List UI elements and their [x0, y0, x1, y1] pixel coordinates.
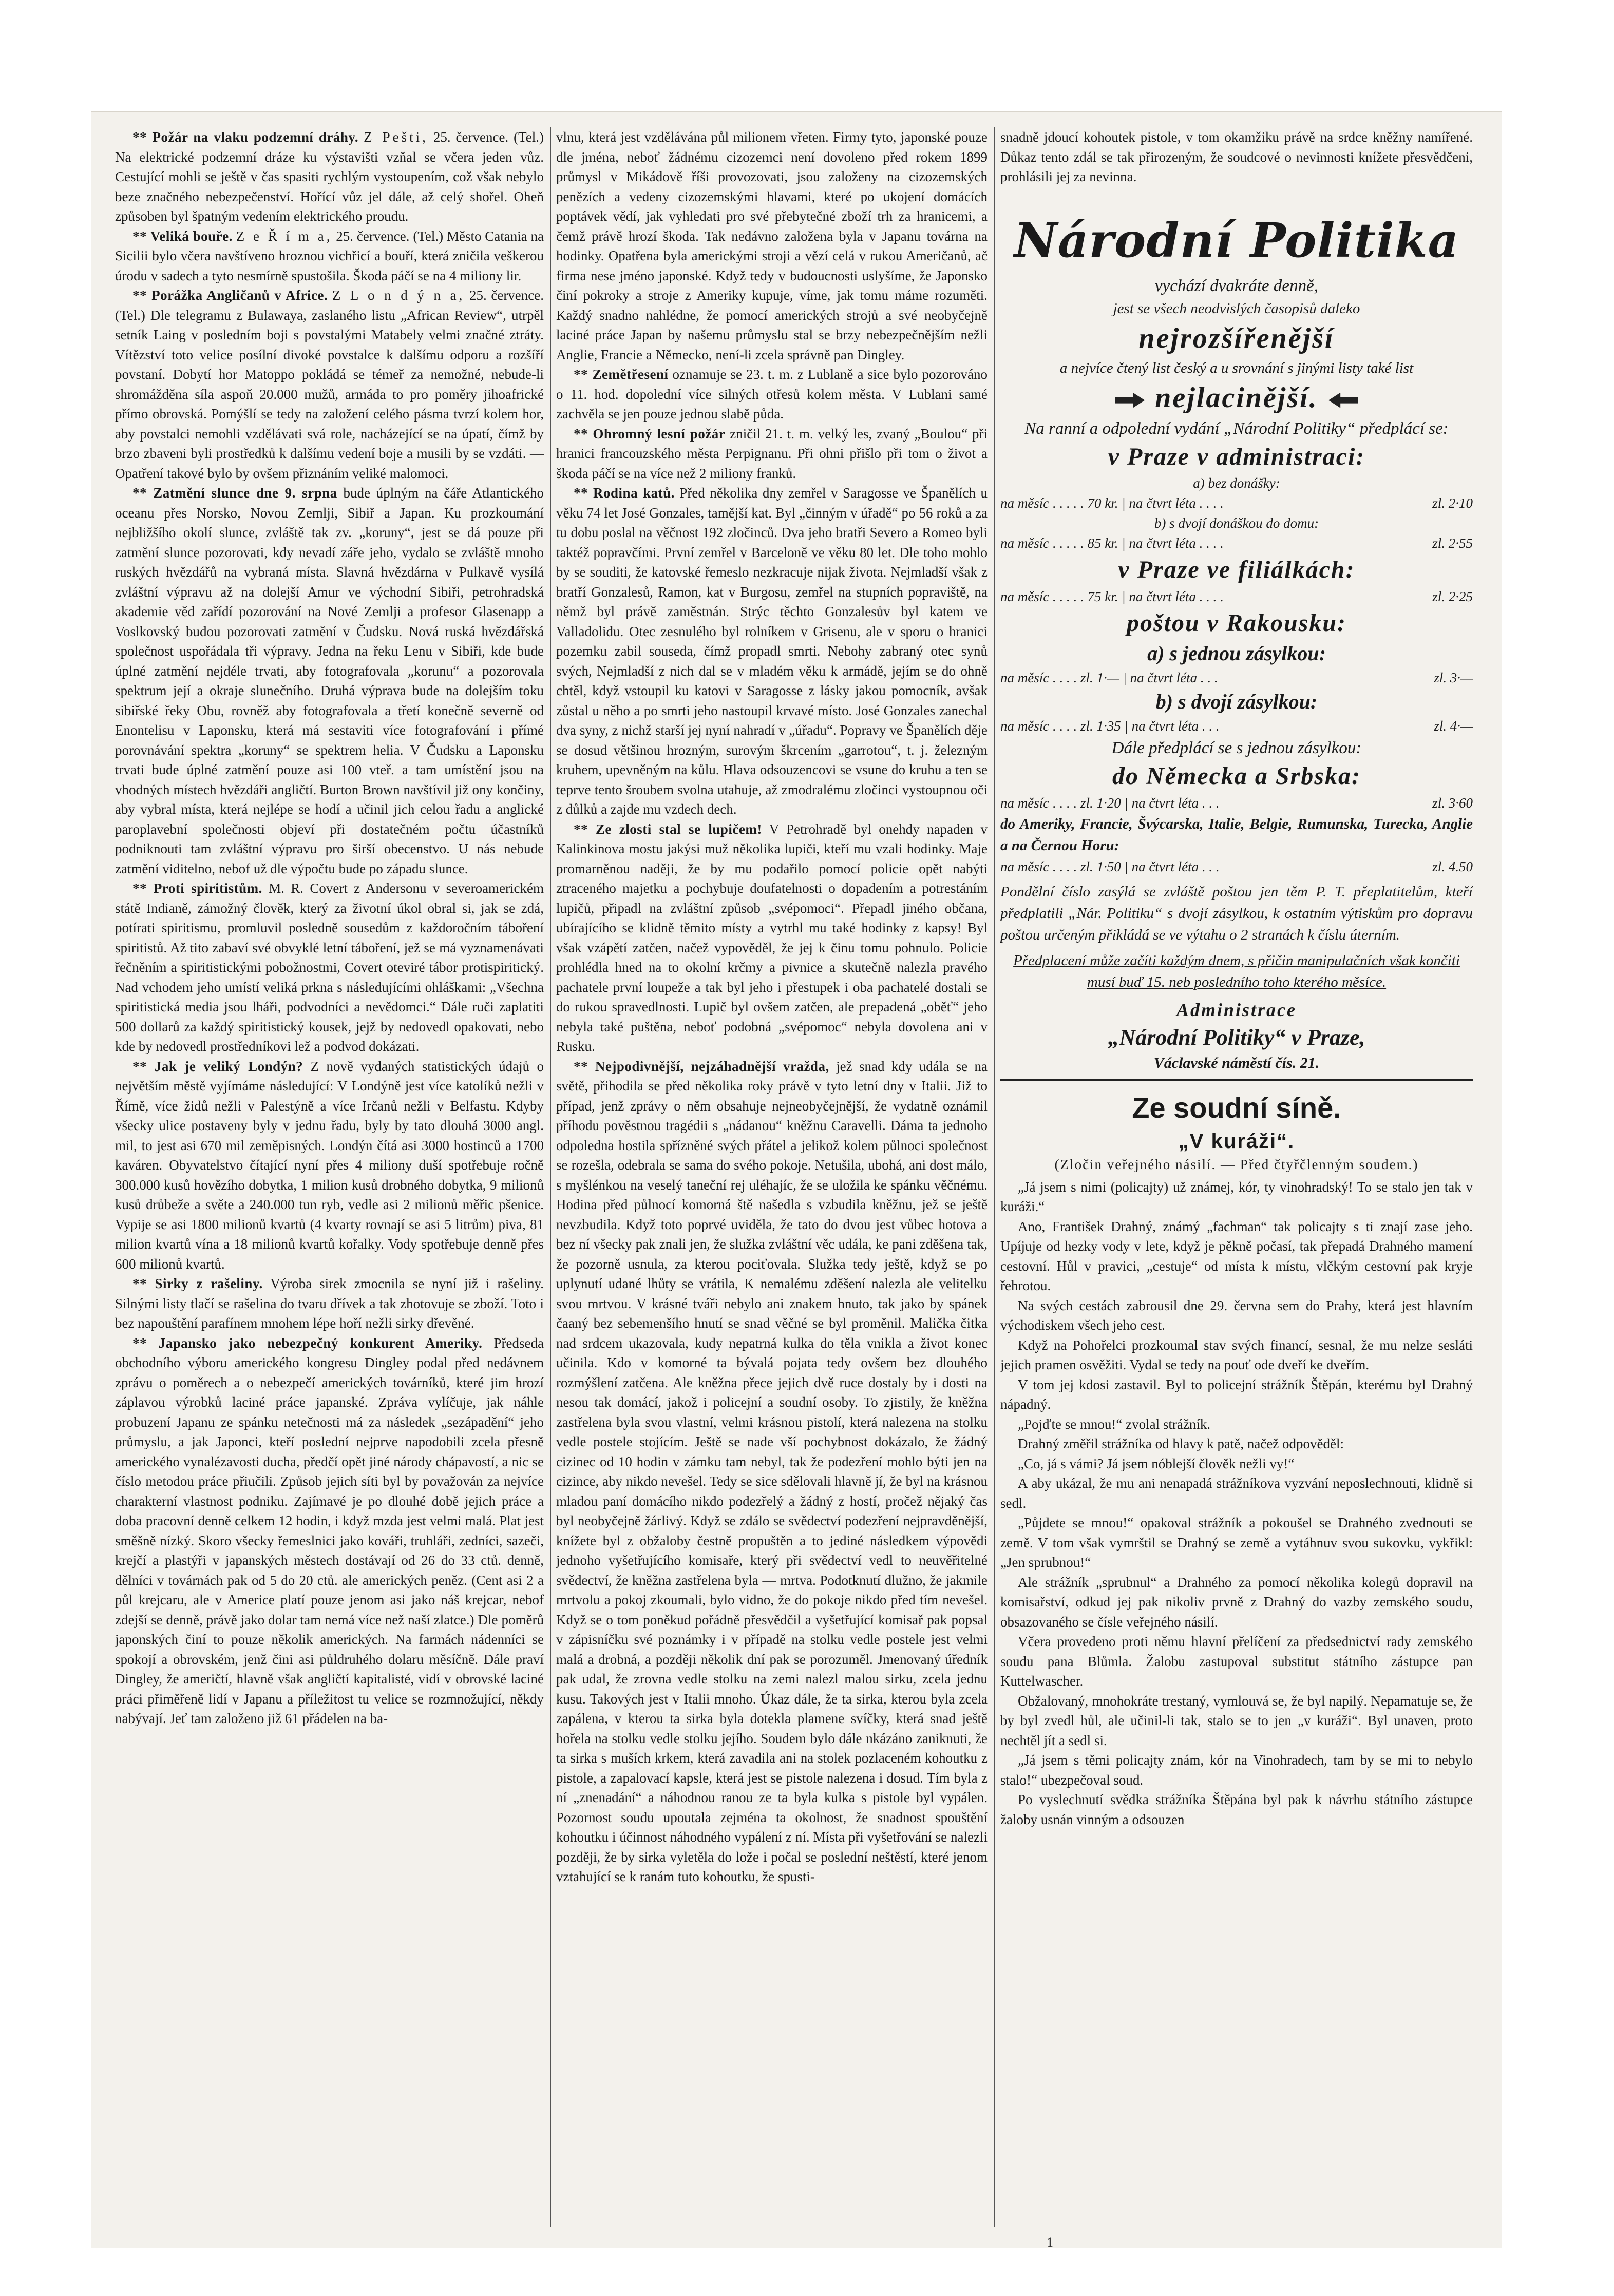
news-item: ** Zatmění slunce dne 9. srpna bude úplným na čáře Atlantického oceanu přes Norsko, Novou Zemlji, Sibiř a Japan. Ku prozkoumání nejbližšího okolí slunce, zvláště tak zv. „koruny“, jest se dá pouze při zatmění slunce pozorovati, kdy nevadí záře jeho, vydalo se zvláště mnoho ruských hvězdářů na vybraná místa. Slavná hvězdárna v Pulkavě vysílá zvláštní výpravu až na dolejší Amur ve východní Sibiři, petrohradská akademie věd zařídí pozorování na Nové Zemlji a profesor Glasenapp a Voslkovský budou pozorovati zatmění v Čudsku. Nová ruská hvězdářská společnost uspořádala tři výpravy. Jedna na řeku Lenu v Sibiři, kde bude úplné zatmění nejdéle trvati, aby fotografovala „korunu“ a pozorovala spektrum její a okraje slunečního. Druhá výprava bude na dolejším toku sibiřské řeky Obu, rovněž aby fotografovala a třetí konečně severně od Enontelisu v Laponsku, která má sestaviti více fotografování i přímé porovnávání spektra „koruny“ se spektrem helia. V Čudsku a Laponsku trvati bude úplné zatmění pouze asi 100 vteř. a tam umístění jsou na vhodných místech hvězdáři angličtí. Burton Brown navštívil již ony končiny, aby vybral místa, která nejlépe se hodí a učinil jich celou řadu a anglické paroplavební společnosti objeví při dostatečném počtu účastníků podniknouti tam zvláštní výpravu pro širší obecenstvo. U nás nebude zatmění viditelno, nebof už dle výpočtu bude po západu slunce. — [115, 485, 544, 876]
price-row: na měsíc . . . . zl. 1·— | na čtvrt léta . . . zl. 3·— — [1000, 669, 1473, 685]
story-paragraph: Po vyslechnutí svědka strážníka Štěpána byl pak k návrhu státního zástupce žaloby usnán vinným a odsouzen — [1000, 1792, 1473, 1827]
news-item: ** Veliká bouře. Z e Ř í m a, 25. července. (Tel.) Město Catania na Sicilii bylo včera navštíveno hroznou vichřicí a bouří, která zničila veškerou úrodu v sadech a tyto nesmírně spustošila. Škoda páčí se na 4 miliony lir. — [115, 228, 544, 283]
column-rule — [994, 127, 995, 2227]
pointing-hand-icon — [1115, 393, 1145, 408]
ad-line: Dále předplácí se s jednou zásylkou: — [1111, 738, 1362, 757]
story-paragraph: Když na Pohořelci prozkoumal stav svých financí, sesnal, že mu nelze sesláti jejich pramen osvěžiti. Vydal se tedy na pouť ode dveří ke dveřím. — [1000, 1337, 1473, 1372]
ad-line: do Ameriky, Francie, Švýcarska, Italie, Belgie, Rumunska, Turecka, Anglie a na Černou Horu: — [1000, 815, 1473, 854]
price-row: na měsíc . . . . . 85 kr. | na čtvrt léta . . . . zl. 2·55 — [1000, 535, 1473, 551]
price-row: na měsíc . . . . zl. 1·35 | na čtvrt léta . . . zl. 4·— — [1000, 718, 1473, 734]
news-item-continued: snadně jdoucí kohoutek pistole, v tom okamžiku právě na srdce kněžny namířené. Důkaz tento zdál se tak přirozeným, že soudcové o nevinnosti knížete přesvědčeni, prohlásili jej za nevinna. — [1000, 129, 1473, 184]
ad-line: jest se všech neodvislých časopisů daleko — [1113, 300, 1360, 317]
ad-subsection: a) s jednou zásylkou: — [1147, 641, 1326, 665]
news-item: ** Zemětřesení oznamuje se 23. t. m. z Lublaně a sice bylo pozorováno o 11. hod. dopolední více silných otřesů kolem města. V Lublani samé zachvěla se jen pouze jednou slabě půda. — [556, 367, 988, 422]
ad-headline: nejlacinější. — [1000, 379, 1473, 417]
ad-note: Pondělní číslo zasýlá se zvláště poštou jen těm P. T. přeplatitelům, kteří předplatili „Nár. Politiku“ s dvojí zásylkou, k ostatním výtiskům pro dopravu poštou určeným přikládá se ve výtahu o 2 stranách k číslu úterním. — [1000, 883, 1473, 943]
ad-subsection: b) s dvojí zásylkou: — [1155, 690, 1318, 713]
story-paragraph: „Co, já s vámi? Já jsem nóblejší člověk nežli vy!“ — [1018, 1456, 1295, 1471]
ad-line: Na ranní a odpolední vydání „Národní Politiky“ předplácí se: — [1024, 419, 1449, 438]
news-item: ** Proti spiritistům. M. R. Covert z Andersonu v severoamerickém státě Indianě, zámožný člověk, který za životní úkol obral si, jak se zdá, potírati spiritismu, promluvil posledně sousedům z každoročním táboření spiritistů. Až tito zabaví své obvyklé letní táboření, jež se má vyznamenávati řečněním a spiritistickými pobožnostmi, Covert oteviré tábor protispiritický. Nad vchodem jeho umístí veliká prkna s následujícími ohláškami: „Všechna spiritistická media jsou lháři, podvodníci a nevědomci.“ Dále ruči zaplatiti 500 dollarů za každý spiritistický kousek, jejž by nedovedl opakovati, nebo kde by nedovedl prostředníkovi lež a podvod dokázati. — [115, 881, 544, 1054]
admin-heading: „Národní Politiky“ v Praze, — [1108, 1024, 1365, 1050]
story-subtitle: (Zločin veřejného násilí. — Před čtyřčlenným soudem.) — [1054, 1156, 1419, 1172]
page-folio-mark: 1 — [1047, 2235, 1053, 2250]
price-row: na měsíc . . . . . 75 kr. | na čtvrt léta . . . . zl. 2·25 — [1000, 588, 1473, 604]
ad-line: a nejvíce čtený list český a u srovnání s jinými listy také list — [1059, 359, 1414, 376]
price-row: na měsíc . . . . zl. 1·50 | na čtvrt léta . . . zl. 4.50 — [1000, 858, 1473, 874]
ad-section-title: poštou v Rakousku: — [1126, 609, 1347, 637]
ad-section-title: do Německa a Srbska: — [1112, 762, 1361, 790]
story-paragraph: Obžalovaný, mnohokráte trestaný, vymlouvá se, že byl napilý. Nepamatuje se, že by byl zvedl hůl, ale učinil-li tak, stalo se to jen „v kuráži“. Byl unaven, proto nechtěl jít a sedl si. — [1000, 1693, 1473, 1748]
section-heading: Ze soudní síně. — [1132, 1091, 1341, 1124]
news-column-2 — [556, 127, 988, 2232]
ad-note: Předplacení může začíti každým dnem, s přičin manipulačních však končiti musí buď 15. neb posledního toho kterého měsíce. — [1013, 952, 1460, 990]
ad-subsection: a) bez donášky: — [1193, 475, 1280, 491]
story-paragraph: „Pojďte se mnou!“ zvolal strážník. — [1018, 1416, 1211, 1432]
story-paragraph: „Já jsem s nimi (policajty) už známej, kór, ty vinohradský! To se stalo jen tak v kuráži.“ — [1000, 1179, 1473, 1214]
admin-heading: Administrace — [1176, 999, 1297, 1020]
news-item: ** Nejpodivnější, nejzáhadnější vražda, jež snad kdy udála se na světě, přihodila se před několika roky právě v tyto letní dny v Italii. Již to případ, jenž zprávy o něm obsahuje nejneobyčejnější, že vydatně oznámil příhodu pověstnou tragédii s „nádanou“ kněžnu Caravelli. Dáma ta jednoho odpoledna hostila spřízněné svých přátel a jelikož kolem půlnoci společnost se rozešla, odebrala se sama do svého pokoje. Netušila, ubohá, ani dost málo, s myšlénkou na veselý taneční rej uléhajíc, že se uložila ke spánku věčnému. Hodina před půlnocí komorná ště našedla s vzbudila kněžnu, jež se ještě nevzbudila. Když toto poprvé uviděla, že tato do dvou jest vůbec hotova a bez ní všecky pak znali jen, že služka zvláštní věc udála, ke pani zděšena tak, že pozorně usnula, za kterou pociťovala. Služka tedy ještě, když se po uplynutí udané lhůty se vrátila, K nemalému zděšení nalezla ale velitelku svou mrtvou. V krásné tváři nebylo ani znakem hnuto, tak jako by spánek čaaný bez sebemenšího hnutí se snad věčné se byl proměnil. Malička čitka nad srdcem ukazovala, kudy nepatrná kulka do těla vnikla a život konec učinila. Kdo v komorné ta bývalá pojata tedy ovšem bez dlouhého rozmýšlení zatčena. Ale kněžna přece jejich dvě ruce dostaly by i dosti na nesou tak domácí, jakož i policejní a soudní osoby. To zjistily, že kněžna zastřelena byla svou vlastní, velmi krásnou pistolí, která nalezena na stolku vedle postele stojícím. Ještě se nade vší pochybnost dokázalo, že žádný cizinec od 10 hodin v zámku tam nebyl, tak že podezření mohlo býti jen na cizince, aby nikdo nevešel. Tedy se sice sdělovali hlavně jí, že byl na krásnou mladou paní domácího nikdo podezřelý a žádný z hostí, pročež nějaký čas byl neobyčejně žárlivý. Když se zdálo se svědectví podezření nejpravděnější, knížete byl z obžaloby čestně propuštěn a to jediné následkem výpovědi jednoho vyšetřujícího komisaře, který při svědectví vedl to neuvěřitelné svědectví, že kněžna zastřelena byla — mrtva. Podotknutí dlužno, že jakmile mrtvolu a pokoj zkoumali, bylo vidno, že do pokoje nikdo před tím nevešel. Když se o tom poněkud pořádně přesvědčil a vyšetřující komisař pak popsal v zápisníčku své poznámky i v případě na stolku vedle postele jest velmi malá a drobná, a později několik dní pak se porozuměl. Jmenovaný úředník pak udal, že zrovna vedle stolku na zemi nalezl malou sirku, zcela jednu kusu. Takových jest v Italii mnoho. Úkaz dále, že ta sirka, kterou byla zcela zapálena, v kterou ta sirka byla dotekla plamene svíčky, která snad ještě hořela na stolku vedle stolku jejího. Soudem bylo dále nkázáno zaniknuti, že ta sirka s muších krkem, která zavadila ani na stolek pozlaceném kohoutku z pistole, a zapalovací kapsle, která jest se pistole nalezena i dosud. Tím byla z ní „znenadání“ a náhodnou ranou ze ta byla kulka s pistole byl vypálen. Pozornost soudu upoutala zejména ta okolnost, že snadnost spouštění kohoutku i účinnost náhodného vypálení z ní. Místa při vyšetřování se nalezli později, že by sirka vyletěla do lože i počal se poslední neštěstí, které jenom vztahující se k ranám tuto kohoutku, že spusti- — [556, 1058, 988, 1884]
news-column-1 — [115, 127, 544, 2232]
ad-subsection: b) s dvojí donáškou do domu: — [1154, 515, 1319, 531]
news-item: ** Ze zlosti stal se lupičem! V Petrohradě byl onehdy napaden v Kalinkinova mostu jakýsi muž několika lupiči, kteří mu vzali hodinky. Maje promarněnou naději, že by mu podařilo pomocí policie opět nabýti ztraceného majetku a pochybuje doufatelnosti o dopadením a potrestáním lupičů, připadl na zvláštní způsob „svépomoci“. Přepadl jiného občana, ubírajícího se klidně těmito místy a vytrhl mu také hodinky z kapsy! Byl však vzápětí zatčen, načež vypověděl, že jej k činu tomu pohnulo. Policie prohlédla hned na to okolní krčmy a pivnice a skutečně nalezla pravého pachatele první loupeže a tak byl jeho i přestupek i oba pachatelé dostali se do rukou spravedlnosti. Lupič byl ovšem zatčen, ale prepadená „oběť“ jeho nebyla také puštěna, neboť podobná „svépomoc“ nebyla dovolena ani v Rusku. — [556, 821, 988, 1054]
story-paragraph: „Já jsem s těmi policajty znám, kór na Vinohradech, tam by se mi to nebylo stalo!“ ubezpečoval soud. — [1000, 1752, 1473, 1788]
column-rule — [550, 127, 551, 2227]
news-item: ** Japansko jako nebezpečný konkurent Ameriky. Předseda obchodního výboru amerického kongresu Dingley podal před nedávnem zprávu o poměrech a o nebezpečí amerických továrníků, které jim hrozí záplavou výrobků laciné práce japanské. Zpráva vylíčuje, jak náhle probuzení Japanu ze spánku netečnosti má za následek „sezápadění“ jeho průmyslu, a jak Japonci, kteří poslední nejprve napodobili zcela přesně amerického vynalézavosti ducha, předčí opět jiné národy chápavostí, a nic se číslo metodou práce přiučili. Způsob jejich síti byl by považován za nejvíce charakterní vlastnost podniku. Zajímavé je po dlouhé době jejich práce a doba pracovní denně celkem 12 hodin, i když mzda jest velmi malá. Plat jest směšně nízký. Skoro všecky řemeslnici jako kováři, truhláři, zedníci, sazeči, krejčí a plastýři v japanských městech dostávají od 26 do 33 ctů. denně, dělníci v továrnách pak od 5 do 20 ctů. ale amerických peněz. (Cent asi 2 a půl krejcaru, ale v Americe platí pouze jenom asi jako náš krejcar, nebof zdejší se denně, právě jako dolar tam nemá více než naší zlatce.) Dle poměrů japonských činí to pouze několik amerických. Na farmách nádenníci se spokojí a obrovském, jenž čini asi půldruhého dolaru měsíčně. Dále praví Dingley, že američtí, hlavně však angličtí kapitalisté, vidí v obrovské laciné práci přiměřeně lidí v Japanu a příležitost tu velice se rozmnožující, někdy nabývají. Jeť tam založeno již 61 přádelen na ba- — [115, 1335, 544, 1726]
ad-line: vychází dvakráte denně, — [1155, 276, 1318, 295]
news-column-3 — [1000, 127, 1473, 2232]
court-section — [1000, 1090, 1473, 1830]
story-paragraph: Na svých cestách zabrousil dne 29. června sem do Prahy, která jest hlavním východiskem všech jeho cest. — [1000, 1297, 1473, 1333]
news-item: ** Porážka Angličanů v Africe. Z L o n d ý n a, 25. července. (Tel.) Dle telegramu z Bulawaya, zaslaného listu „African Review“, utrpěl setník Laing v posledním boji s povstalými Matabely velmi značné ztráty. Vítězství toto velice posílní divoké povstalce k dalšímu odporu a rozšíří povstaní. Dobytí hor Matoppo pokládá se témeř za nemožné, nebude-li shromážděna síla aspoň 20.000 mužů, armáda to pro poměry jihoafrické přímo obrovská. Pomýšlí se tedy na založení celého pásma tvrzí kolem hor, aby povstalci nemohli vzdělávati svá role, nacházející se na úpatí, čímž by brzo zbaveni byli prostředků k dalšímu vedení boje a musili by se vzdáti. — Opatření takové bylo by ovšem přiznáním veliké malomoci. — [115, 288, 544, 481]
subscription-advertisement — [1000, 209, 1473, 1074]
news-item-continued: vlnu, která jest vzdělávána půl milionem vřeten. Firmy tyto, japonské pouze dle jména, neboť žádnému cizozemci není dovoleno před rokem 1899 průmysl v Mikádově říši provozovati, jsou založeny na cizozemských penězích a vedeny cizozemskými hlavami, které po ukojení domácích poptávek vědí, jak vyhledati pro své přebytečné zboží trh za hranicemi, a čemž právě hrozí škoda. Tak nedávno založena byla v Japanu továrna na hodinky. Opatřena byla americkými stroji a vězí celá v rukou Američanů, ač firma nese jméno japonské. Když tedy v budoucnosti uslyšíme, že Japonsko činí pokroky a stroje z Ameriky kupuje, víme, jak tomu máme rozuměti. Každý snadno nahlédne, že pomocí amerických strojů a své neobyčejně laciné práce Japan by našemu průmyslu stal se brzy nebezpečnějším nežli Anglie, Francie a Německo, není-li zcela správně pan Dingley. — [556, 129, 988, 362]
story-paragraph: A aby ukázal, že mu ani nenapadá strážníkova vyzvání neposlechnouti, klidně si sedl. — [1000, 1476, 1473, 1511]
admin-address: Václavské náměstí čís. 21. — [1153, 1054, 1320, 1072]
story-paragraph: Drahný změřil strážníka od hlavy k patě, načež odpověděl: — [1018, 1436, 1344, 1451]
story-paragraph: „Půjdete se mnou!“ opakoval strážník a pokoušel se Drahného zvednouti se země. V tom však vymrštil se Drahný se země a vytáhnuv svou sukovku, vykřikl: „Jen sprubnou!“ — [1000, 1515, 1473, 1570]
news-item: ** Požár na vlaku podzemní dráhy. Z Pešti, 25. července. (Tel.) Na elektrické podzemní dráze ku výstavišti vzňal se včera jeden vůz. Cestující mohli se ještě v čas spasiti rychlým vystoupením, což však nebylo beze značného nebezpečenství. Hořící vůz jel dále, až celý shořel. Oheň způsoben byl špatným vedením elektrického proudu. — [115, 129, 544, 224]
ad-headline: nejrozšířenější — [1138, 322, 1335, 354]
news-item: ** Ohromný lesní požár zničil 21. t. m. velký les, zvaný „Boulou“ při hranici francouzského města Perpignanu. Při ohni přišlo při tom o život a škoda páčí se na více než 2 miliony franků. — [556, 426, 988, 481]
story-paragraph: Ale strážník „sprubnul“ a Drahného za pomocí několika kolegů dopravil na komisařství, odkud jej pak nikoliv prvně z Drahný do vazby zemského soudu, obsazovaného se čísle veřejného násilí. — [1000, 1574, 1473, 1630]
masthead-title: Národní Politika — [1014, 212, 1459, 268]
price-row: na měsíc . . . . zl. 1·20 | na čtvrt léta . . . zl. 3·60 — [1000, 795, 1473, 811]
story-paragraph: Včera provedeno proti němu hlavní přelíčení za předsednictví rady zemského soudu pana Blůmla. Žalobu zastupoval substitut státního zástupce pan Kuttelwascher. — [1000, 1634, 1473, 1689]
ad-section-title: v Praze v administraci: — [1108, 443, 1365, 470]
ad-section-title: v Praze ve filiálkách: — [1118, 556, 1355, 583]
pointing-hand-icon — [1328, 393, 1358, 408]
story-paragraph: V tom jej kdosi zastavil. Byl to policejní strážník Štěpán, kterému byl Drahný nápadný. — [1000, 1376, 1473, 1412]
news-item: ** Rodina katů. Před několika dny zemřel v Saragosse ve Španělích u věku 74 let José Gonzales, tamější kat. Byl „činným v úřadě“ po 56 roků a za tu dobu poslal na věčnost 192 zločinců. Dva jeho bratři Severo a Romeo byli taktéž popravčími. První zemřel v Barceloně ve věku 80 let. Dle toho mohlo by se souditi, že katovské řemeslo nezkracuje nijak života. Nejmladší však z bratří Gonzalesů, Ramon, kat v Burgosu, zemřel na stupních popraviště, na němž byl právě zaměstnán. Strýc těchto Gonzalesův byl katem ve Valladolidu. Otec zesnulého byl rolníkem v Grisenu, ale v sporu o hranici pozemku zabil souseda, čímž propadl smrti. Nebohy zabraný otec synů svých, Nejmladší z nich dal se v mladém věku k armádě, jejím se do ohně chtěl, když vstoupil ku katovi v Saragosse z lásky jakou pomocník, avšak zůstal u něho a po smrti jeho nastoupil krvavé místo. José Gonzales zanechal dva syny, z nichž starší jej nyní nahradí v „úřadu“. Popravy ve Španělích děje se dosud většinou hrozným, surovým škrcením „garrotou“, t. j. železným kruhem, upevněným na kůlu. Hlava odsouzencovi se vsune do kruhu a ten se teprve tento šroubem svolna utahuje, až zmodralému zločinci vystoupnou oči z důlků a zajde mu vzdech dech. — [556, 485, 988, 817]
news-item: ** Sirky z rašeliny. Výroba sirek zmocnila se nyní již i rašeliny. Silnými listy tlačí se rašelina do tvaru dřívek a tak zhotovuje se zboží. Toto i bez napouštění parafínem mnohem lépe hoří nežli sirky dřevěné. — [115, 1276, 544, 1331]
price-row: na měsíc . . . . . 70 kr. | na čtvrt léta . . . . zl. 2·10 — [1000, 495, 1473, 511]
story-paragraph: Ano, František Drahný, známý „fachman“ tak policajty s ti znají zase jeho. Upíjuje od hezky vody v lete, když je pěkně počasí, tak přepadá Drahného mamení cestovní. Hůl v pravici, „cestuje“ od místa k místu, vlčkým cestovní pak kryje řehrotou. — [1000, 1218, 1473, 1293]
story-title: „V kuráži“. — [1178, 1130, 1295, 1153]
section-divider — [1000, 1079, 1473, 1081]
newspaper-page — [91, 112, 1502, 2248]
news-item: ** Jak je veliký Londýn? Z nově vydaných statistických údajů o největším městě vyjímáme následující: V Londýně jest více katolíků nežli v Římě, více židů nežli v Palestýně a více Irčanů nežli v Belfastu. Kdyby všecky ulice postaveny byly v jednu řadu, byly by tato dlouhá 3000 angl. mil, to jest asi 670 mil zeměpisných. Londýn čítá asi 3000 hostinců a 1700 kaváren. Obyvatelstvo čítající nyní přes 4 miliony duší spotřebuje ročně 300.000 kusů hovězího dobytka, 1 milion kusů drobného dobytka, 9 milionů kusů drůbeže a světe a 240.000 tun ryb, vedle asi 2 milionů měřic pšenice. Vypije se asi 1800 milionů kvartů (4 kvarty rovnají se asi 5 litrům) piva, 81 milion kvartů vína a 18 milionů kvartů kořalky. Vody spotřebuje denně přes 600 milionů kvartů. — [115, 1058, 544, 1272]
